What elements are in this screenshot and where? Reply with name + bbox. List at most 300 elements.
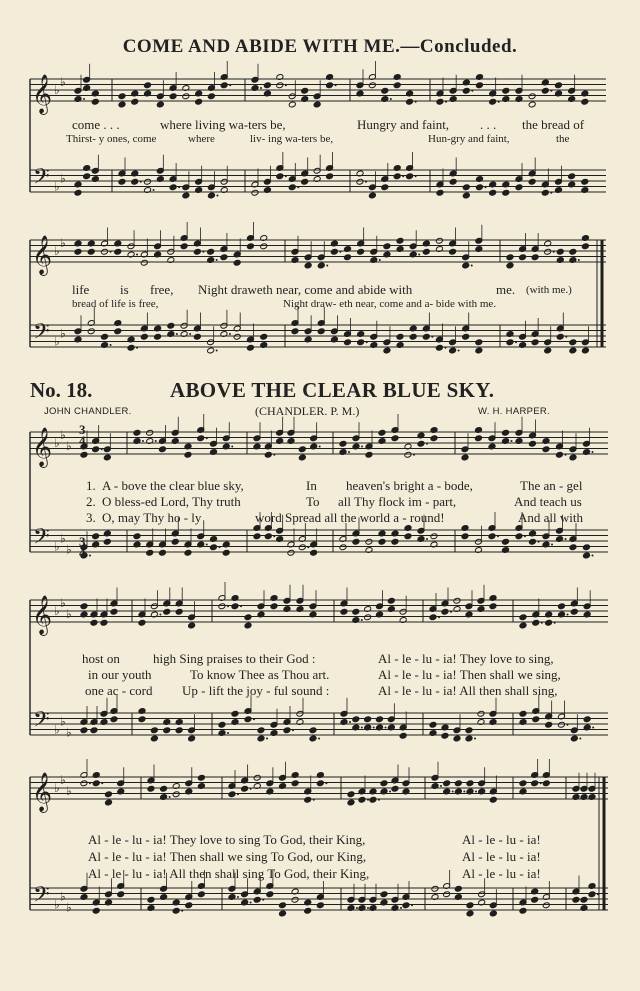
h3-treble-note xyxy=(291,780,299,787)
flat-icon: ♭ xyxy=(54,604,60,618)
p1s2-treble-note xyxy=(582,243,590,250)
lyric-1a-3: Hungry and faint, xyxy=(357,117,450,132)
p1s1-bass-dot xyxy=(285,175,287,177)
p1s1-treble-note xyxy=(169,93,177,100)
h3-treble-dot xyxy=(540,782,542,784)
verse-2-b: To xyxy=(306,494,320,509)
h3-bass-dot xyxy=(400,907,402,909)
h2-treble-dot xyxy=(159,614,161,616)
treble-clef-icon: 𝄞 xyxy=(32,235,53,275)
flat-icon: ♭ xyxy=(60,772,66,787)
h2-bass-note xyxy=(150,727,158,734)
h2-treble-dot xyxy=(567,614,569,616)
h2-bass-note xyxy=(465,727,473,734)
h1-treble-dot xyxy=(101,448,103,450)
h1-treble-note xyxy=(146,429,154,436)
h2-bass-note xyxy=(376,716,384,723)
h1-treble-note xyxy=(264,451,272,458)
h2-bass-note xyxy=(175,727,183,734)
lyric-2a-2: is xyxy=(120,282,129,297)
h2-treble-note xyxy=(231,603,239,610)
h2-treble-dot xyxy=(240,605,242,607)
h3-treble-dot xyxy=(250,788,252,790)
p1s2-bass-note xyxy=(344,339,352,346)
h2-bass-note xyxy=(188,735,196,742)
h2-bass-dot xyxy=(253,718,255,720)
sys3-line-3-a: Al - le - lu - ia! All then shall sing To God, their King, xyxy=(88,866,370,881)
h1-bass-note xyxy=(430,533,438,540)
p1s1-bass-note xyxy=(118,178,126,185)
p1s2-bass-note xyxy=(475,347,483,354)
h3-treble-note xyxy=(531,780,539,787)
h3-treble-dot xyxy=(378,799,380,801)
h3-bass-dot xyxy=(250,902,252,904)
sys2-line-2-a: in our youth xyxy=(88,667,152,682)
h3-bass-note xyxy=(572,896,580,903)
p1s1-bass-note xyxy=(436,189,444,196)
h1-bass-note xyxy=(378,538,386,545)
h1-bass-note xyxy=(515,533,523,540)
p1s1-bass-note xyxy=(462,192,470,199)
h3-treble-dot xyxy=(389,791,391,793)
h3-bass-note xyxy=(147,896,155,903)
h3-treble-dot xyxy=(237,793,239,795)
p1s1-treble-note xyxy=(220,82,228,89)
h2-bass-note xyxy=(257,735,265,742)
p1s2-treble-note xyxy=(396,237,404,244)
p1s2-bass-dot xyxy=(189,333,191,335)
p1s1-bass-dot xyxy=(485,186,487,188)
h1-treble-dot xyxy=(142,440,144,442)
h1-bass-note xyxy=(488,533,496,540)
h2-treble-note xyxy=(532,619,540,626)
h1-bass-note xyxy=(264,533,272,540)
p1s1-treble-note xyxy=(502,87,510,94)
h3-treble-dot xyxy=(89,782,91,784)
verse-3-c: And all with xyxy=(518,510,583,525)
p1s1-treble-note xyxy=(131,98,139,105)
h1-bass-dot xyxy=(538,541,540,543)
p1s2-treble-dot xyxy=(578,259,580,261)
h1-bass-dot xyxy=(273,535,275,537)
p1s2-bass-note xyxy=(409,333,417,340)
h1-treble-note xyxy=(103,454,111,461)
h1-bass-note xyxy=(569,544,577,551)
p1s1-treble-note xyxy=(581,98,589,105)
lyric-2b-1: bread of life is free, xyxy=(72,298,159,310)
hymn-number: No. 18. xyxy=(30,378,93,402)
h2-bass-note xyxy=(519,710,527,717)
p1s2-bass-dot xyxy=(458,350,460,352)
p1s2-bass-dot xyxy=(216,350,218,352)
page-title: COME AND ABIDE WITH ME.—Concluded. xyxy=(122,36,518,57)
p1s1-treble-note xyxy=(91,98,99,105)
treble-clef-icon: 𝄞 xyxy=(32,595,53,635)
lyric-1a-1: come . . . xyxy=(72,117,120,132)
verse-2-c: all Thy flock im - part, xyxy=(338,494,457,509)
h3-treble-note xyxy=(347,799,355,806)
h3-treble-note xyxy=(197,774,205,781)
sys2-line-1-a: host on xyxy=(82,651,120,666)
lyric-2a-5: me. xyxy=(496,282,516,297)
h1-bass-dot xyxy=(524,535,526,537)
p1s1-treble-note xyxy=(406,98,414,105)
h1-treble-note xyxy=(502,429,510,436)
bass-clef-icon: 𝄢 xyxy=(33,524,50,555)
p1s1-treble-note xyxy=(368,82,376,89)
sys2-line-2-c: Al - le - lu - ia! Then shall we sing, xyxy=(378,667,561,682)
p1s1-treble-note xyxy=(436,98,444,105)
p1s1-bass-note xyxy=(131,178,139,185)
h2-bass-dot xyxy=(385,727,387,729)
p1s2-bass-note xyxy=(193,333,201,340)
sys2-line-1-c: Al - le - lu - ia! They love to sing, xyxy=(378,651,554,666)
verse-3-num: 3. xyxy=(86,510,96,525)
lyric-2a-3: free, xyxy=(150,282,174,297)
h3-treble-note xyxy=(489,796,497,803)
p1s2-treble-dot xyxy=(339,251,341,253)
p1s1-treble-note xyxy=(182,93,190,100)
h3-treble-note xyxy=(304,796,312,803)
verse-1-a: A - bove the clear blue sky, xyxy=(102,478,244,493)
h3-bass-dot xyxy=(367,907,369,909)
lyric-1a-5: the bread of xyxy=(522,117,585,132)
p1s1-treble-dot xyxy=(229,84,231,86)
p1s1-treble-note xyxy=(264,82,272,89)
h2-treble-note xyxy=(489,603,497,610)
h3-bass-dot xyxy=(262,899,264,901)
p1s1-bass-note xyxy=(169,184,177,191)
p1s1-bass-note xyxy=(381,184,389,191)
p1s2-treble-note xyxy=(556,248,564,255)
h1-bass-note xyxy=(253,533,261,540)
h2-bass-note xyxy=(150,735,158,742)
p1s2-treble-note xyxy=(207,248,215,255)
h2-treble-note xyxy=(90,619,98,626)
p1s2-bass-note xyxy=(101,333,109,340)
h1-treble-note xyxy=(529,440,537,447)
flat-icon: ♭ xyxy=(54,83,60,97)
h1-bass-note xyxy=(352,538,360,545)
flat-icon: ♭ xyxy=(54,722,60,737)
verse-1-b: In xyxy=(306,478,317,493)
h2-bass-note xyxy=(138,716,146,723)
p1s2-bass-note xyxy=(383,347,391,354)
flat-icon: ♭ xyxy=(60,595,66,610)
p1s1-bass-note xyxy=(449,178,457,185)
h3-treble-note xyxy=(542,780,550,787)
h1-treble-dot xyxy=(206,437,208,439)
p1s1-treble-dot xyxy=(415,101,417,103)
h2-treble-note xyxy=(244,622,252,629)
h1-treble-note xyxy=(159,446,167,453)
p1s2-bass-note xyxy=(207,347,215,354)
p1s2-treble-note xyxy=(449,248,457,255)
h1-bass-note xyxy=(365,538,373,545)
h3-bass-note xyxy=(185,902,193,909)
p1s2-bass-note xyxy=(569,339,577,346)
h3-treble-note xyxy=(519,780,527,787)
h2-treble-dot xyxy=(361,619,363,621)
h2-treble-dot xyxy=(438,616,440,618)
p1s2-bass-note xyxy=(396,333,404,340)
h3-treble-dot xyxy=(452,791,454,793)
bass-clef-icon: 𝄢 xyxy=(33,164,50,195)
h2-bass-note xyxy=(257,727,265,734)
h3-treble-dot xyxy=(367,799,369,801)
h1-treble-dot xyxy=(155,440,157,442)
h3-treble-note xyxy=(92,780,100,787)
h2-treble-dot xyxy=(554,622,556,624)
h2-treble-dot xyxy=(541,622,543,624)
h1-treble-note xyxy=(184,451,192,458)
h1-treble-dot xyxy=(231,446,233,448)
p1s2-bass-note xyxy=(506,339,514,346)
h2-bass-note xyxy=(545,721,553,728)
h2-treble-note xyxy=(387,597,395,604)
p1s2-bass-note xyxy=(140,333,148,340)
h3-bass-note xyxy=(304,907,312,914)
p1s1-treble-note xyxy=(555,82,563,89)
h2-bass-dot xyxy=(361,727,363,729)
h3-bass-note xyxy=(380,891,388,898)
p1s2-bass-note xyxy=(154,333,162,340)
bass-clef-icon: 𝄢 xyxy=(33,707,50,738)
flat-icon: ♭ xyxy=(66,606,72,621)
h3-treble-dot xyxy=(313,799,315,801)
p1s1-bass-note xyxy=(83,173,91,180)
p1s1-bass-note xyxy=(568,173,576,180)
h3-bass-note xyxy=(431,885,439,892)
p1s2-bass-note xyxy=(87,328,95,335)
h2-bass-note xyxy=(429,721,437,728)
h1-treble-note xyxy=(133,429,141,436)
p1s2-treble-dot xyxy=(136,254,138,256)
h2-treble-note xyxy=(441,608,449,615)
h2-treble-note xyxy=(545,619,553,626)
h1-bass-note xyxy=(391,538,399,545)
h3-treble-note xyxy=(105,799,113,806)
h3-treble-note xyxy=(443,780,451,787)
h3-bass-note xyxy=(454,885,462,892)
p1s1-bass-note xyxy=(356,178,364,185)
h3-bass-note xyxy=(291,896,299,903)
h2-bass-note xyxy=(244,716,252,723)
p1s2-treble-note xyxy=(101,248,109,255)
p1s1-treble-note xyxy=(288,101,296,108)
p1s2-bass-note xyxy=(436,344,444,351)
p1s1-treble-note xyxy=(393,82,401,89)
p1s2-treble-note xyxy=(383,243,391,250)
p1s2-bass-note xyxy=(167,322,175,329)
flat-icon: ♭ xyxy=(54,781,60,795)
p1s1-bass-note xyxy=(462,184,470,191)
p1s1-treble-note xyxy=(476,82,484,89)
p1s1-bass-note xyxy=(541,189,549,196)
h1-treble-dot xyxy=(413,454,415,456)
h1-bass-note xyxy=(502,538,510,545)
p1s2-bass-note xyxy=(531,339,539,346)
p1s1-bass-dot xyxy=(550,192,552,194)
time-signature-treble: 3 4 xyxy=(79,422,86,448)
h2-bass-note xyxy=(441,732,449,739)
lyric-1b-5: the xyxy=(556,133,570,145)
p1s1-treble-dot xyxy=(550,90,552,92)
h1-bass-note xyxy=(298,544,306,551)
h3-treble-note xyxy=(147,785,155,792)
h3-bass-note xyxy=(542,902,550,909)
h3-bass-dot xyxy=(237,896,239,898)
h3-bass-note xyxy=(197,891,205,898)
h3-treble-note xyxy=(466,780,474,787)
h3-bass-dot xyxy=(181,910,183,912)
p1s2-bass-note xyxy=(260,333,268,340)
h1-bass-note xyxy=(92,533,100,540)
p1s2-treble-note xyxy=(531,254,539,261)
h1-treble-dot xyxy=(565,454,567,456)
sys3-line-2-a: Al - le - lu - ia! Then shall we sing To God, our King, xyxy=(88,849,367,864)
h1-treble-note xyxy=(378,429,386,436)
bass-clef-icon: 𝄢 xyxy=(33,319,50,350)
verse-1-d: The an - gel xyxy=(520,478,583,493)
p1s1-treble-note xyxy=(326,82,334,89)
p1s2-treble-note xyxy=(247,243,255,250)
flat-icon: ♭ xyxy=(54,539,60,554)
p1s2-treble-note xyxy=(506,262,514,269)
h2-bass-dot xyxy=(227,732,229,734)
p1s1-bass-dot xyxy=(178,186,180,188)
h2-treble-note xyxy=(364,614,372,621)
h2-bass-dot xyxy=(373,727,375,729)
treble-clef-icon: 𝄞 xyxy=(32,772,53,812)
sys3-line-1-a: Al - le - lu - ia! They love to sing To God, their King, xyxy=(88,832,366,847)
h2-bass-note xyxy=(309,735,317,742)
h1-treble-dot xyxy=(511,440,513,442)
h2-bass-note xyxy=(477,710,485,717)
h2-bass-note xyxy=(570,735,578,742)
p1s1-treble-note xyxy=(528,93,536,100)
p1s2-treble-note xyxy=(344,254,352,261)
h2-bass-dot xyxy=(292,729,294,731)
h3-bass-note xyxy=(443,891,451,898)
lyric-2a-4: Night draweth near, come and abide with xyxy=(198,282,413,297)
h3-bass-note xyxy=(588,891,596,898)
h1-bass-note xyxy=(210,544,218,551)
p1s1-bass-dot xyxy=(402,175,404,177)
p1s1-bass-note xyxy=(301,178,309,185)
h1-bass-dot xyxy=(89,555,91,557)
h2-treble-note xyxy=(110,608,118,615)
h1-treble-note xyxy=(542,446,550,453)
h3-bass-note xyxy=(172,907,180,914)
h1-treble-note xyxy=(298,454,306,461)
h2-treble-note xyxy=(100,619,108,626)
h2-treble-note xyxy=(138,619,146,626)
flat-icon: ♭ xyxy=(60,714,66,729)
verse-1-num: 1. xyxy=(86,478,96,493)
h2-treble-note xyxy=(270,603,278,610)
h3-bass-note xyxy=(402,902,410,909)
verse-2-d: And teach us xyxy=(514,494,582,509)
h1-bass-note xyxy=(222,549,230,556)
h3-treble-note xyxy=(241,785,249,792)
flat-icon: ♭ xyxy=(60,326,66,341)
p1s2-bass-note xyxy=(556,333,564,340)
p1s1-bass-note xyxy=(208,192,216,199)
p1s1-bass-note xyxy=(476,184,484,191)
p1s2-treble-note xyxy=(462,262,470,269)
h2-treble-note xyxy=(519,622,527,629)
h1-bass-note xyxy=(146,549,154,556)
verse-2-a: O bless-ed Lord, Thy truth xyxy=(102,494,241,509)
p1s2-treble-dot xyxy=(202,251,204,253)
flat-icon: ♭ xyxy=(66,783,72,798)
p1s1-bass-note xyxy=(251,189,259,196)
h3-bass-note xyxy=(117,891,125,898)
h1-bass-dot xyxy=(497,535,499,537)
time-signature-bass: 3 4 xyxy=(79,534,86,560)
p1s2-bass-dot xyxy=(110,344,112,346)
flat-icon: ♭ xyxy=(60,74,66,89)
h2-bass-note xyxy=(90,727,98,734)
flat-icon: ♭ xyxy=(60,889,66,904)
h2-treble-note xyxy=(340,608,348,615)
p1s1-bass-note xyxy=(326,173,334,180)
h1-treble-note xyxy=(80,451,88,458)
p1s2-bass-dot xyxy=(229,333,231,335)
h3-bass-note xyxy=(466,902,474,909)
p1s2-treble-note xyxy=(436,237,444,244)
p1s1-treble-note xyxy=(208,93,216,100)
hymn-title: ABOVE THE CLEAR BLUE SKY. xyxy=(170,378,495,402)
lyric-1b-2: where xyxy=(188,133,215,145)
h3-treble-note xyxy=(105,791,113,798)
p1s1-treble-dot xyxy=(471,90,473,92)
h3-bass-note xyxy=(92,907,100,914)
p1s1-treble-dot xyxy=(390,98,392,100)
h1-bass-dot xyxy=(592,555,594,557)
p1s1-bass-note xyxy=(368,192,376,199)
p1s1-treble-dot xyxy=(445,101,447,103)
p1s1-treble-dot xyxy=(285,84,287,86)
h1-bass-note xyxy=(159,549,167,556)
p1s2-bass-note xyxy=(544,347,552,354)
h2-bass-note xyxy=(558,721,566,728)
h1-treble-dot xyxy=(348,451,350,453)
p1s2-bass-note xyxy=(569,347,577,354)
p1s2-bass-note xyxy=(317,328,325,335)
lyric-2a-1: life xyxy=(72,282,90,297)
h3-treble-note xyxy=(358,796,366,803)
h1-treble-note xyxy=(298,446,306,453)
verse-2-num: 2. xyxy=(86,494,96,509)
p1s2-bass-dot xyxy=(366,341,368,343)
p1s2-treble-note xyxy=(74,248,82,255)
h1-treble-dot xyxy=(273,454,275,456)
h3-bass-dot xyxy=(356,907,358,909)
p1s2-bass-note xyxy=(422,333,430,340)
h3-treble-dot xyxy=(440,785,442,787)
h1-treble-note xyxy=(569,454,577,461)
sys2-line-2-b: To know Thee as Thou art. xyxy=(190,667,330,682)
lyric-1b-3: liv- ing wa-ters be, xyxy=(250,133,334,145)
verse-3-a: O, may Thy ho - ly xyxy=(102,510,202,525)
h2-treble-note xyxy=(429,614,437,621)
h3-bass-dot xyxy=(411,904,413,906)
h1-bass-note xyxy=(461,533,469,540)
flat-icon: ♭ xyxy=(60,427,66,442)
sys3-line-2-b: Al - le - lu - ia! xyxy=(462,849,541,864)
